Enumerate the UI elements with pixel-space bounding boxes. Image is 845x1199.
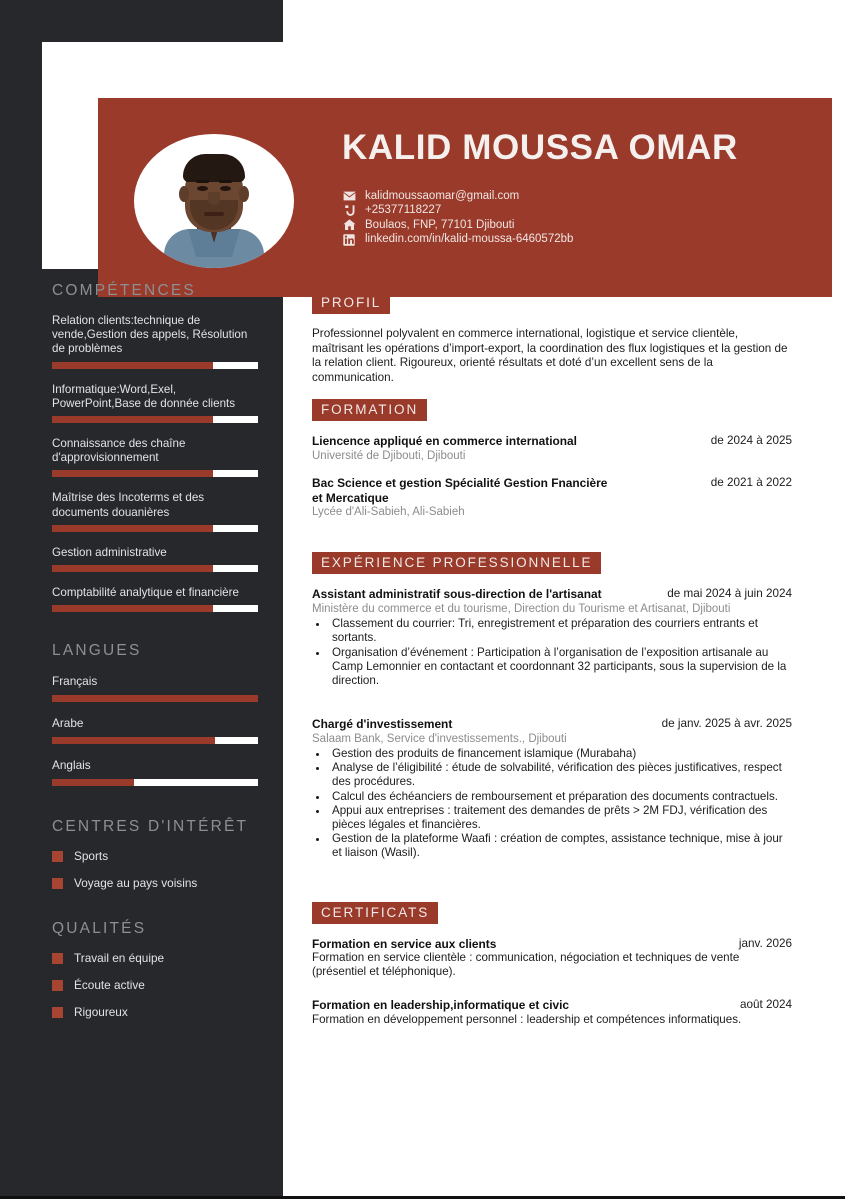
contact-row-linkedin[interactable] — [342, 232, 822, 247]
experience-bullets — [329, 617, 792, 688]
interest-item — [52, 877, 257, 890]
profil-text: Professionnel polyvalent en commerce international, logistique et service clientèle, maîtrisant les opérations d’import-export, la coordination des flux logistiques et la gestion de la relation client. Rigoureux, orienté résultats et doté d’un excellent sens de la communication. — [312, 327, 788, 384]
language-item — [52, 716, 257, 744]
formation-title: Liencence appliqué en commerce international — [312, 434, 577, 449]
contact-phone-text: +25377118227 — [365, 204, 442, 217]
contact-address-text: Boulaos, FNP, 77101 Djibouti — [365, 218, 515, 231]
experience-bullet: • Organisation d’événement : Participation à l’organisation de l’exposition artisanale au Camp Lemonnier en contactant et coordonnant 32 participants, sous la supervision de la direction. — [329, 646, 792, 689]
skill-item — [52, 314, 257, 369]
certificat-date: janv. 2026 — [738, 936, 792, 950]
quality-label: Écoute active — [74, 978, 145, 993]
skill-bar — [52, 416, 258, 423]
experience-bullet: • Calcul des échéanciers de remboursement et préparation des documents contractuels. — [329, 790, 792, 804]
contact-row-address[interactable] — [342, 218, 822, 233]
sidebar-heading-langues: LANGUES — [52, 642, 142, 660]
section-heading-profil: PROFIL — [312, 292, 390, 314]
square-bullet-icon — [52, 851, 63, 862]
language-bar — [52, 779, 258, 786]
contact-row-phone[interactable] — [342, 203, 822, 218]
sidebar-heading-competences: COMPÉTENCES — [52, 282, 196, 299]
interest-label: Sports — [74, 849, 109, 864]
formation-date: de 2024 à 2025 — [710, 434, 792, 448]
experience-entry — [312, 587, 792, 688]
experience-bullet: • Appui aux entreprises : traitement des demandes de prêts > 2M FDJ, vérification des pièces légales et financières. — [329, 804, 792, 832]
header-card — [42, 42, 804, 269]
experience-employer: Salaam Bank, Service d'investissements., Djibouti — [312, 732, 567, 745]
contact-list — [342, 189, 822, 247]
section-heading-experience: EXPÉRIENCE PROFESSIONNELLE — [312, 552, 601, 574]
sidebar-content — [0, 282, 283, 1033]
formation-entry — [312, 434, 792, 463]
contact-email-text: kalidmoussaomar@gmail.com — [365, 189, 520, 202]
certificat-title: Formation en leadership,informatique et civic — [312, 998, 570, 1013]
certificat-description: Formation en développement personnel : leadership et compétences informatiques. — [312, 1012, 742, 1026]
skill-item — [52, 491, 257, 531]
skill-bar — [52, 565, 258, 572]
certificat-entry — [312, 998, 792, 1027]
experience-bullet: • Analyse de l’éligibilité : étude de solvabilité, vérification des pièces justificatives, respect des procédures. — [329, 761, 792, 789]
skill-label: Connaissance des chaîne d'approvisionnement — [52, 437, 186, 465]
experience-title: Assistant administratif sous-direction de l'artisanat — [312, 587, 602, 602]
quality-label: Travail en équipe — [74, 951, 165, 966]
section-experience — [312, 552, 792, 860]
quality-item — [52, 979, 257, 992]
square-bullet-icon — [52, 980, 63, 991]
skill-item — [52, 546, 257, 572]
section-heading-formation: FORMATION — [312, 399, 427, 421]
skill-label: Maîtrise des Incoterms et des documents douanières — [52, 491, 205, 519]
formation-date: de 2021 à 2022 — [710, 476, 792, 490]
section-profil — [312, 292, 792, 385]
formation-institution: Université de Djibouti, Djibouti — [312, 449, 466, 462]
interest-label: Voyage au pays voisins — [74, 876, 198, 891]
certificat-date: août 2024 — [740, 998, 792, 1012]
experience-bullet: • Gestion de la plateforme Waafi : création de comptes, assistance technique, mise à jour et liaison (Wasil). — [329, 832, 792, 860]
experience-employer: Ministère du commerce et du tourisme, Direction du Tourisme et Artisanat, Djibouti — [312, 602, 731, 615]
experience-title: Chargé d'investissement — [312, 717, 453, 732]
skill-label: Relation clients:technique de vende,Gestion des appels, Résolution de problèmes — [52, 314, 248, 356]
contact-linkedin-text: linkedin.com/in/kalid-moussa-6460572bb — [365, 233, 574, 246]
experience-bullet: • Gestion des produits de financement islamique (Murabaha) — [329, 747, 792, 761]
skill-item — [52, 383, 257, 423]
square-bullet-icon — [52, 878, 63, 889]
skill-label: Informatique:Word,Exel, PowerPoint,Base de donnée clients — [52, 382, 236, 410]
skill-bar — [52, 605, 258, 612]
name-and-contact-block — [342, 130, 822, 247]
email-icon — [342, 190, 356, 203]
page-title: KALID MOUSSA OMAR — [342, 128, 738, 167]
formation-entry — [312, 476, 792, 519]
skill-label: Gestion administrative — [52, 545, 167, 559]
experience-bullets — [329, 747, 792, 861]
section-formation — [312, 399, 792, 519]
quality-item — [52, 1006, 257, 1019]
language-item — [52, 674, 257, 702]
formation-institution: Lycée d'Ali-Sabieh, Ali-Sabieh — [312, 506, 465, 518]
language-label: Français — [52, 674, 98, 689]
quality-item — [52, 952, 257, 965]
skill-item — [52, 586, 257, 612]
skill-bar — [52, 362, 258, 369]
formation-title: Bac Science et gestion Spécialité Gestion Fnancière et Mercatique — [312, 476, 608, 505]
language-bar — [52, 695, 258, 702]
interest-item — [52, 850, 257, 863]
sidebar-heading-qualites: QUALITÉS — [52, 920, 147, 938]
avatar — [134, 134, 294, 268]
certificat-entry — [312, 937, 792, 980]
square-bullet-icon — [52, 953, 63, 964]
square-bullet-icon — [52, 1007, 63, 1018]
contact-row-email[interactable] — [342, 189, 822, 204]
linkedin-icon — [342, 233, 356, 246]
main-column — [312, 292, 792, 1040]
certificat-title: Formation en service aux clients — [312, 936, 497, 951]
experience-date: de mai 2024 à juin 2024 — [667, 587, 792, 601]
skill-bar — [52, 470, 258, 477]
language-label: Anglais — [52, 758, 91, 773]
language-label: Arabe — [52, 716, 84, 731]
experience-bullet: • Classement du courrier: Tri, enregistrement et préparation des courriers entrants et sortants. — [329, 617, 792, 645]
experience-date: de janv. 2025 à avr. 2025 — [661, 717, 792, 731]
language-item — [52, 758, 257, 786]
experience-entry — [312, 717, 792, 860]
profile-photo — [134, 134, 294, 268]
phone-icon — [342, 204, 356, 217]
skill-label: Comptabilité analytique et financière — [52, 586, 239, 600]
section-certificats — [312, 902, 792, 1027]
sidebar-heading-interets: CENTRES D'INTÉRÊT — [52, 818, 249, 836]
home-icon — [342, 219, 356, 232]
section-heading-certificats: CERTIFICATS — [312, 902, 438, 924]
skill-bar — [52, 525, 258, 532]
language-bar — [52, 737, 258, 744]
quality-label: Rigoureux — [74, 1005, 128, 1020]
certificat-description: Formation en service clientèle : communication, négociation et techniques de vente (présentiel et téléphonique). — [312, 951, 740, 979]
skill-item — [52, 437, 257, 477]
